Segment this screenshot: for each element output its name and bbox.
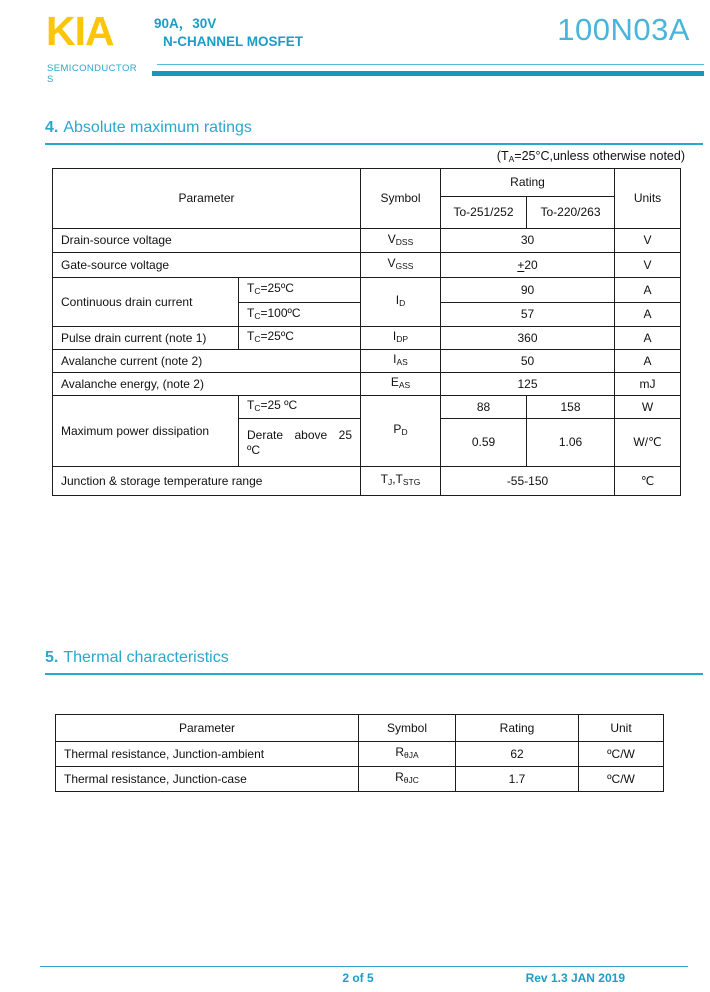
section-5-number: 5. xyxy=(45,649,59,666)
abs-max-cell: 90 xyxy=(441,278,615,303)
abs-max-row xyxy=(53,169,681,197)
abs-max-cell: Rating xyxy=(441,169,615,197)
abs-max-cell: To-251/252 xyxy=(441,197,527,229)
thermal-cell: ºC/W xyxy=(579,767,664,792)
abs-max-cell: $I_{AS}$ xyxy=(361,350,441,373)
abs-max-cell: $T_C=25ºC$ xyxy=(239,327,361,350)
thermal-row xyxy=(56,767,664,792)
abs-max-cell: 50 xyxy=(441,350,615,373)
brand-logo: KIA xyxy=(46,8,114,54)
thermal-row xyxy=(56,715,664,742)
thermal-cell: $R_{\theta JC}$ xyxy=(359,767,456,792)
abs-max-cell: 1.06 xyxy=(527,419,615,467)
test-condition-note: ($T_A=25^\circ C,unless$ otherwise noted) xyxy=(496,149,685,164)
thermal-cell: Rating xyxy=(456,715,579,742)
abs-max-cell: Units xyxy=(615,169,681,229)
abs-max-cell: Junction & storage temperature range xyxy=(53,467,361,496)
abs-max-cell: $T_J,T_{STG}$ xyxy=(361,467,441,496)
abs-max-cell: -55-150 xyxy=(441,467,615,496)
abs-max-cell: 125 xyxy=(441,373,615,396)
brand-subtitle: SEMICONDUCTORS xyxy=(47,63,137,85)
abs-max-row xyxy=(53,350,681,373)
abs-max-cell: A xyxy=(615,350,681,373)
device-summary xyxy=(154,15,303,51)
abs-max-row xyxy=(53,327,681,350)
abs-max-cell: W/℃ xyxy=(615,419,681,467)
abs-max-cell: mJ xyxy=(615,373,681,396)
abs-max-row xyxy=(53,373,681,396)
abs-max-cell: Pulse drain current (note 1) xyxy=(53,327,239,350)
section-5-title: Thermal characteristics xyxy=(63,649,229,666)
abs-max-cell: 88 xyxy=(441,396,527,419)
abs-max-cell: +20 xyxy=(441,253,615,278)
abs-max-cell: Drain-source voltage xyxy=(53,229,361,253)
thermal-row xyxy=(56,742,664,767)
abs-max-cell: A xyxy=(615,303,681,327)
section-5-heading xyxy=(45,649,229,667)
thermal-cell: Thermal resistance, Junction-ambient xyxy=(56,742,359,767)
thermal-cell: Parameter xyxy=(56,715,359,742)
abs-max-cell: Continuous drain current xyxy=(53,278,239,327)
abs-max-cell: 0.59 xyxy=(441,419,527,467)
abs-max-cell: 30 xyxy=(441,229,615,253)
abs-max-cell: Avalanche current (note 2) xyxy=(53,350,361,373)
abs-max-cell: 57 xyxy=(441,303,615,327)
abs-max-cell: $E_{AS}$ xyxy=(361,373,441,396)
header-rule-thick xyxy=(152,71,704,76)
absolute-maximum-ratings-table xyxy=(52,168,681,496)
thermal-cell: ºC/W xyxy=(579,742,664,767)
thermal-cell: 62 xyxy=(456,742,579,767)
abs-max-cell: To-220/263 xyxy=(527,197,615,229)
abs-max-cell: $V_{DSS}$ xyxy=(361,229,441,253)
section-4-number: 4. xyxy=(45,119,59,136)
abs-max-cell: $V_{GSS}$ xyxy=(361,253,441,278)
abs-max-cell: $T_C=25ºC$ xyxy=(239,278,361,303)
abs-max-cell: V xyxy=(615,253,681,278)
abs-max-cell: Avalanche energy, (note 2) xyxy=(53,373,361,396)
device-type-line: N-CHANNEL MOSFET xyxy=(163,34,303,49)
abs-max-cell: V xyxy=(615,229,681,253)
abs-max-cell: $P_D$ xyxy=(361,396,441,467)
abs-max-cell: 158 xyxy=(527,396,615,419)
section-4-rule xyxy=(45,143,703,145)
abs-max-row xyxy=(53,278,681,303)
abs-max-cell: Parameter xyxy=(53,169,361,229)
page-indicator: 2 of 5 xyxy=(342,971,374,985)
abs-max-cell: Symbol xyxy=(361,169,441,229)
thermal-cell: Symbol xyxy=(359,715,456,742)
thermal-cell: 1.7 xyxy=(456,767,579,792)
header-rule-thin xyxy=(157,64,704,65)
thermal-cell: Thermal resistance, Junction-case xyxy=(56,767,359,792)
thermal-cell: Unit xyxy=(579,715,664,742)
section-4-heading xyxy=(45,119,252,137)
section-4-title: Absolute maximum ratings xyxy=(63,119,252,136)
thermal-characteristics-table xyxy=(55,714,664,792)
section-5-rule xyxy=(45,673,703,675)
abs-max-cell: $I_{DP}$ xyxy=(361,327,441,350)
abs-max-row xyxy=(53,253,681,278)
footer-rule xyxy=(40,966,688,967)
thermal-cell: $R_{\theta JA}$ xyxy=(359,742,456,767)
part-number: 100N03A xyxy=(557,12,690,47)
abs-max-cell: W xyxy=(615,396,681,419)
abs-max-row xyxy=(53,467,681,496)
abs-max-cell: A xyxy=(615,278,681,303)
revision-label: Rev 1.3 JAN 2019 xyxy=(525,971,625,985)
abs-max-cell: $T_C=100ºC$ xyxy=(239,303,361,327)
abs-max-cell: $T_C=25$ ºC xyxy=(239,396,361,419)
abs-max-cell: $I_D$ xyxy=(361,278,441,327)
abs-max-cell: 360 xyxy=(441,327,615,350)
abs-max-row xyxy=(53,396,681,419)
abs-max-row xyxy=(53,229,681,253)
abs-max-cell: Maximum power dissipation xyxy=(53,396,239,467)
abs-max-cell: Gate-source voltage xyxy=(53,253,361,278)
abs-max-cell: A xyxy=(615,327,681,350)
device-rating-line: 90A，30V xyxy=(154,16,217,31)
abs-max-cell: ℃ xyxy=(615,467,681,496)
abs-max-cell: Derate above 25 ºC xyxy=(239,419,361,467)
